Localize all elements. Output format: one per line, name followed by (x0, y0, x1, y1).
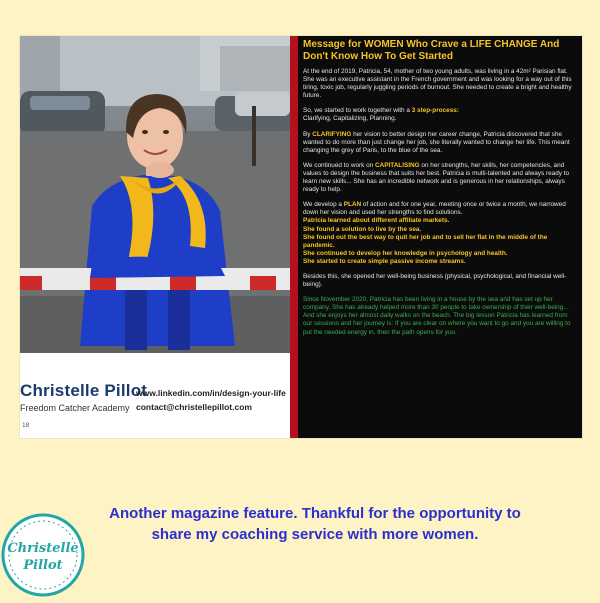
p4-text-b: on her strengths, her skills, her competencies, and values to design the business that suits her best. Patricia is multi-talented and always ready to learn new skills... She has an incredible network and is generous in her relationships, always ready to help. (303, 161, 570, 194)
p3-text-a: By (303, 130, 313, 138)
result-line-2: She found a solution to live by the sea. (303, 225, 422, 233)
logo-line-2: Pillot (23, 558, 63, 573)
article-paragraph-7: Since November 2020, Patricia has been living in a house by the sea and has set up her company. She has already helped more than 30 people to take ownership of their well-being... And she enjoys her almost daily walks on the beach. The big lesson Patricia has learned from our sessions and her journey is: If you are clear on where you want to go and you are willing to put the needed energy in, then the path opens for you. (303, 296, 571, 336)
p2-text-b: Clarifying, Capitalizing, Planning. (303, 115, 397, 123)
post-caption: Another magazine feature. Thankful for the opportunity to share my coaching service with more women. (109, 505, 521, 543)
result-line-4: She continued to develop her knowledge in psychology and health. (303, 249, 508, 257)
article-paragraph-1: At the end of 2019, Patricia, 54, mother of two young adults, was living in a 42m² Parisian flat. She was an executive assistant in the French government and was looking for a way out of this tiring, toxic job, regularly juggling periods of burnout. She needed to create a bright and healthy future. (303, 68, 572, 100)
article-paragraph-3 (303, 131, 578, 155)
p2-text-a: So, we started to work together with a (303, 107, 412, 115)
p3-text-b: her vision to better design her career change, Patricia discovered that she wanted to do more than just change her job, she literally wanted to change her life. This meant changing the grey of Paris, to the blue of the sea. (303, 130, 570, 154)
p2-highlight: 3 step-process: (411, 107, 459, 115)
result-line-3: She found out the best way to quit her job and to sell her flat in the middle of the pandemic. (303, 233, 548, 249)
christelle-pillot-logo (0, 512, 86, 598)
article-paragraph-4 (303, 162, 578, 194)
result-line-1: Patricia learned about different affiliate markets. (303, 217, 450, 225)
p5-text-b: of action and for one year, meeting once or twice a month, we narrowed down her vision and used her strengths to find solutions. (303, 201, 566, 217)
page-number: 18 (22, 422, 30, 429)
linkedin-link[interactable]: www.linkedin.com/in/design-your-life (136, 388, 286, 398)
contact-email[interactable]: contact@christellepillot.com (136, 402, 252, 412)
magazine-left-page (20, 36, 296, 438)
caption-name: Christelle Pillot (20, 381, 148, 400)
p5-text-a: We develop a (303, 201, 344, 209)
p4-text-a: We continued to work on (303, 161, 375, 169)
p3-highlight: CLARIFYING (312, 130, 352, 138)
p5-highlight: PLAN (343, 201, 362, 209)
magazine-spread (20, 36, 582, 438)
article-title: Message for WOMEN Who Crave a LIFE CHANGE And Don't Know How To Get Started (303, 39, 560, 62)
red-accent-strip (290, 36, 298, 438)
article-paragraph-2 (303, 107, 578, 123)
article-body (303, 39, 578, 337)
result-line-5: She started to create simple passive income streams. (303, 257, 466, 265)
article-paragraph-5 (303, 201, 578, 217)
article-paragraph-6: Besides this, she opened her well-being business (physical, psychological, and financial well-being). (303, 272, 567, 289)
p4-highlight: CAPITALISING (375, 161, 420, 169)
magazine-right-page (290, 36, 582, 438)
caption-subtitle: Freedom Catcher Academy (20, 403, 130, 413)
logo-line-1: Christelle (7, 541, 79, 556)
woman-portrait-photo (20, 36, 296, 353)
